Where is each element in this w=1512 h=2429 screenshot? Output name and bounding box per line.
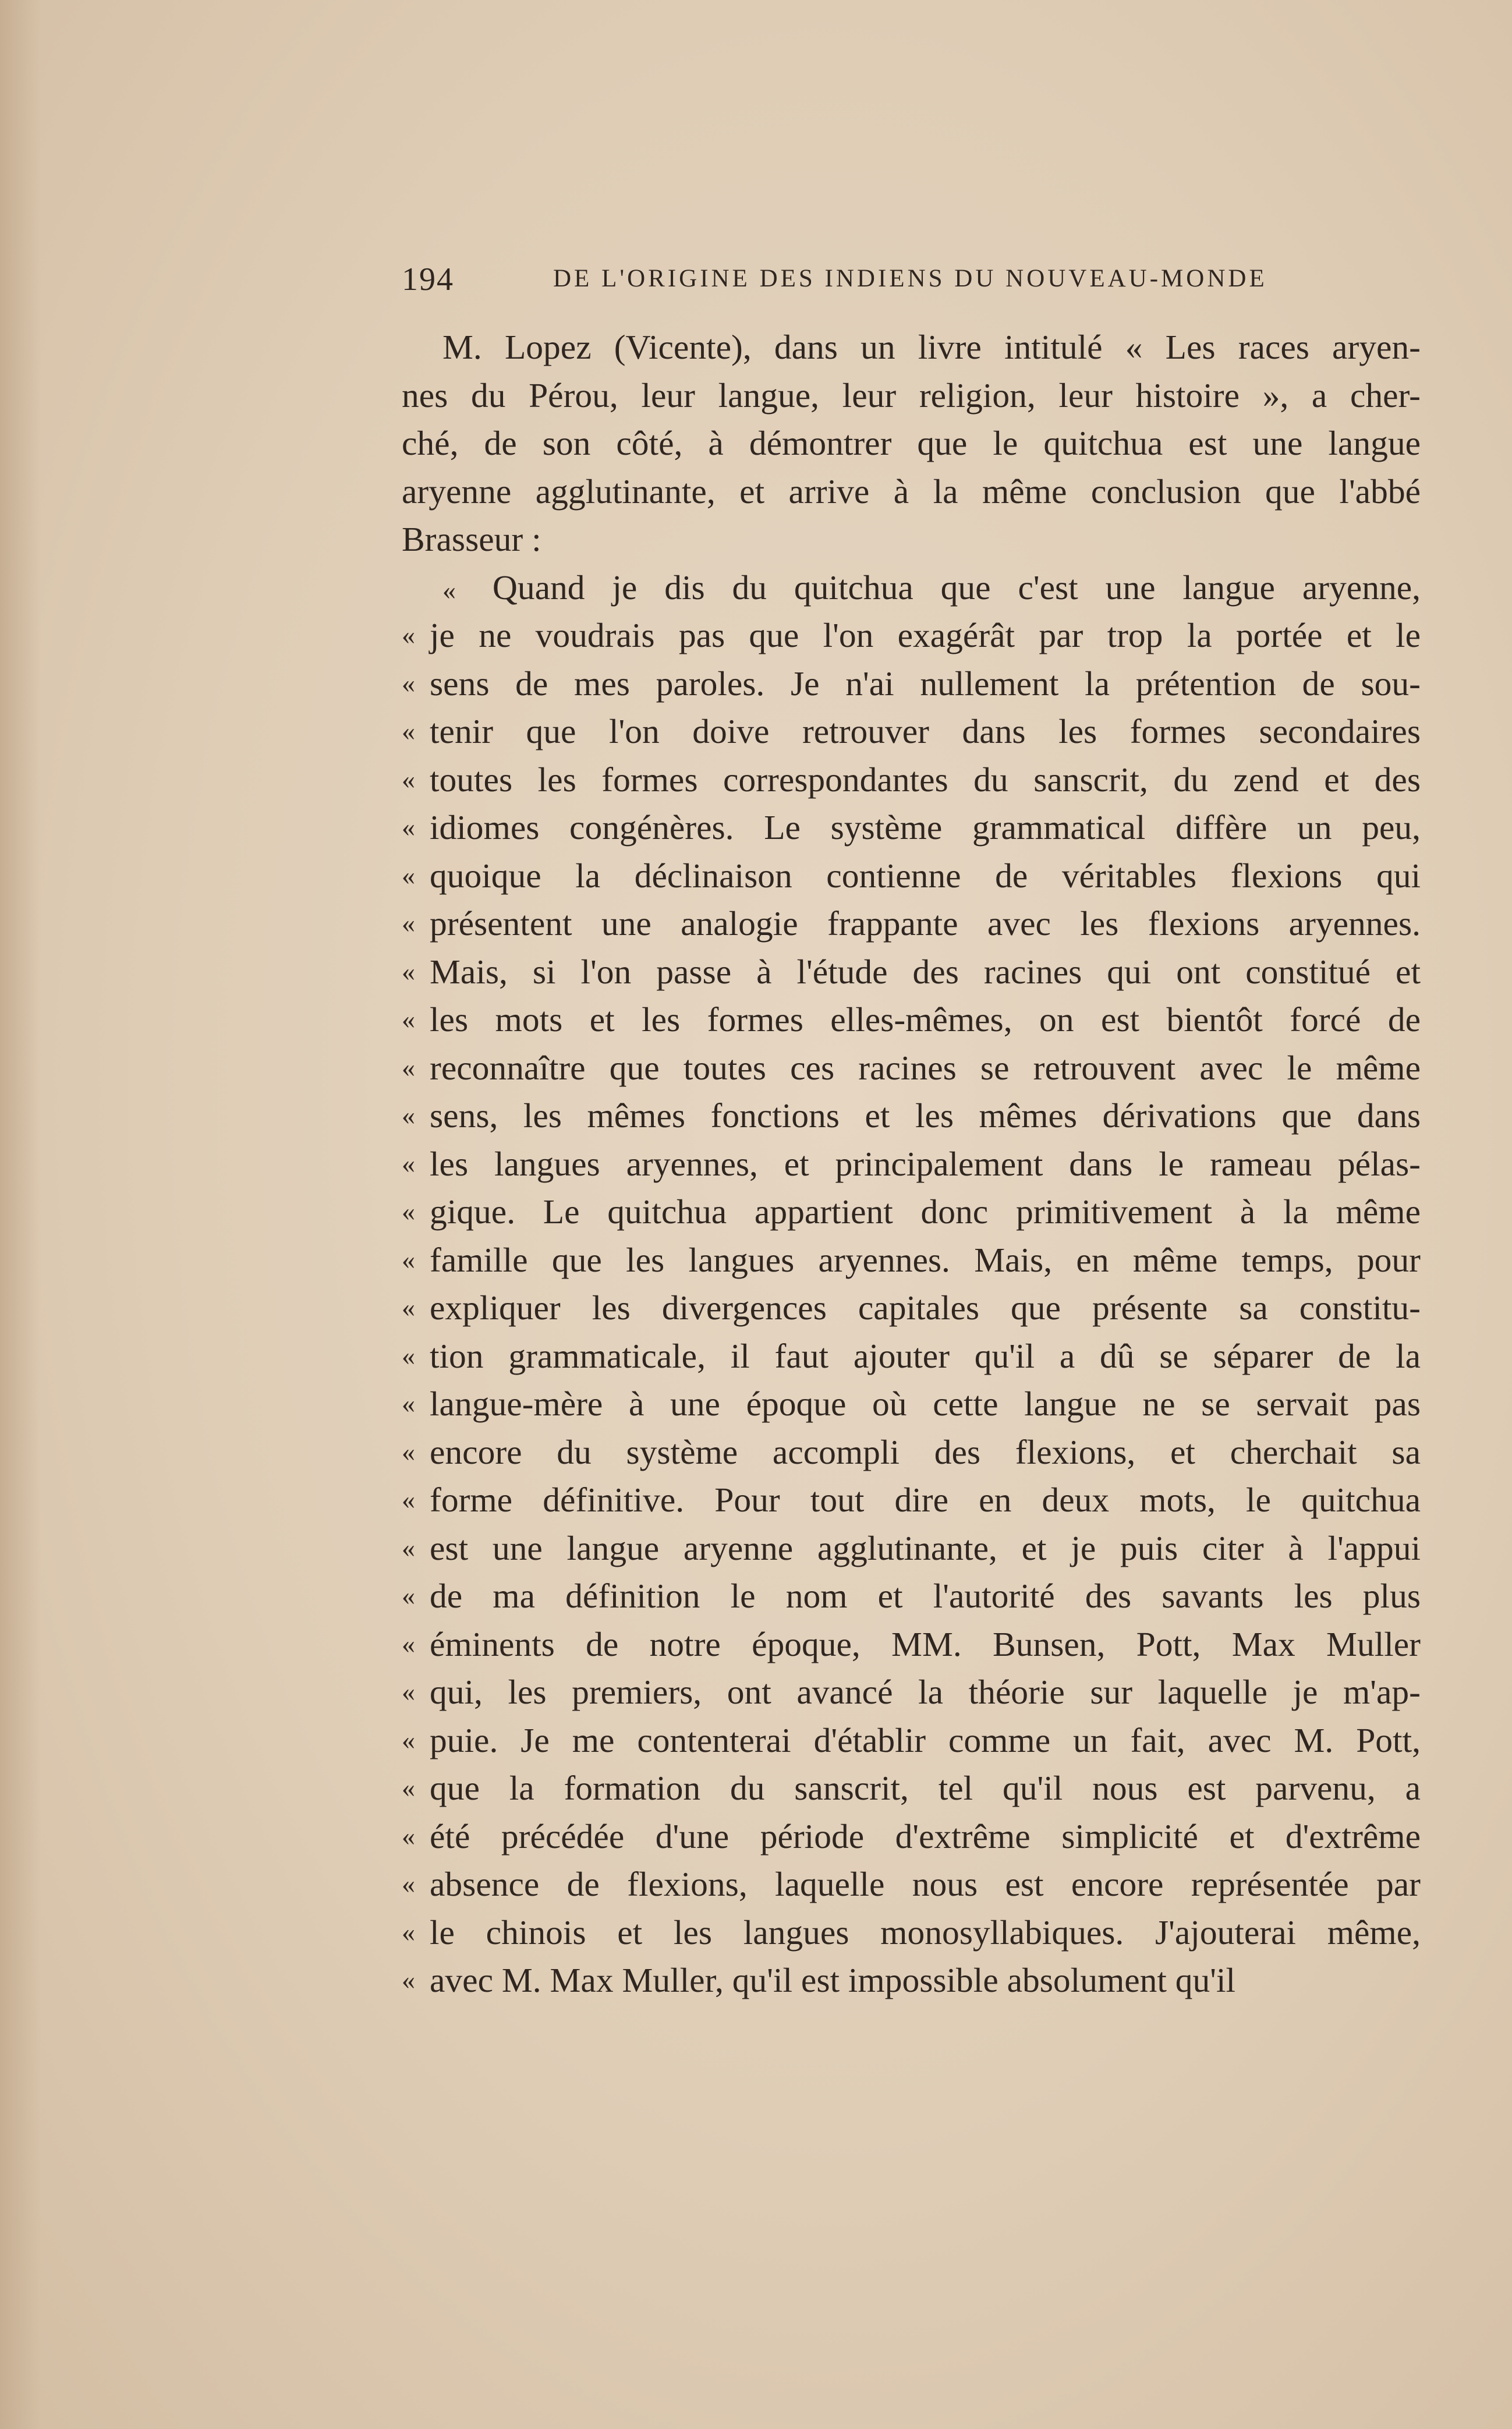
quote-text: le chinois et les langues monosyllabiques. J'ajouterai même, [430, 1913, 1421, 1952]
quote-mark: « [402, 1773, 415, 1803]
quote-text: est une langue aryenne agglutinante, et je puis citer à l'appui [430, 1528, 1421, 1567]
quote-line [402, 1956, 1421, 2005]
quote-mark: « [402, 764, 415, 794]
quote-text: qui, les premiers, ont avancé la théorie sur laquelle je m'ap- [430, 1673, 1421, 1711]
quote-mark: « [402, 1965, 415, 1995]
quote-line [402, 1332, 1421, 1380]
quote-line [402, 1860, 1421, 1908]
quote-mark: « [402, 1677, 415, 1706]
quote-mark: « [402, 812, 415, 842]
quote-line [402, 1620, 1421, 1669]
quote-text: été précédée d'une période d'extrême simplicité et d'extrême [430, 1817, 1421, 1856]
quote-line [402, 1188, 1421, 1236]
quote-mark: « [402, 1004, 415, 1034]
quote-mark: « [442, 575, 456, 605]
quote-text: les langues aryennes, et principalement dans le rameau pélas- [430, 1144, 1421, 1183]
quote-line [402, 1380, 1421, 1428]
body-text [402, 323, 1421, 2005]
paragraph-line: ché, de son côté, à démontrer que le quitchua est une langue [402, 424, 1421, 462]
quote-text: langue-mère à une époque où cette langue ne se servait pas [430, 1385, 1421, 1423]
quote-line [402, 707, 1421, 756]
quote-mark: « [402, 716, 415, 746]
quote-mark: « [402, 1917, 415, 1947]
quote-mark: « [402, 1340, 415, 1371]
quote-text: toutes les formes correspondantes du sanscrit, du zend et des [430, 760, 1421, 799]
quote-line [402, 1428, 1421, 1476]
paragraph-line: M. Lopez (Vicente), dans un livre intitulé « Les races aryen- [442, 328, 1421, 366]
quote-line [402, 996, 1421, 1044]
quote-line [402, 1524, 1421, 1573]
quote-line [402, 660, 1421, 708]
quote-text: famille que les langues aryennes. Mais, en même temps, pour [430, 1240, 1421, 1279]
page-number: 194 [402, 261, 454, 298]
quote-text: tion grammaticale, il faut ajouter qu'il a dû se séparer de la [430, 1336, 1421, 1375]
quote-line [402, 611, 1421, 660]
quote-line [402, 803, 1421, 852]
quote-line [402, 1140, 1421, 1188]
quote-mark: « [402, 1052, 415, 1082]
quote-mark: « [402, 1532, 415, 1563]
paragraph-line: aryenne agglutinante, et arrive à la même conclusion que l'abbé [402, 472, 1421, 511]
quote-line [402, 1284, 1421, 1332]
quote-line [402, 1572, 1421, 1620]
quote-mark: « [402, 1436, 415, 1467]
quote-text: quoique la déclinaison contienne de véritables flexions qui [430, 856, 1421, 895]
quote-line-first [402, 564, 1421, 612]
quote-mark: « [402, 1485, 415, 1514]
quote-mark: « [402, 668, 415, 698]
quote-mark: « [402, 908, 415, 938]
quote-text: Quand je dis du quitchua que c'est une langue aryenne, [492, 568, 1421, 607]
quote-block [402, 611, 1421, 2005]
quote-text: idiomes congénères. Le système grammatical diffère un peu, [430, 808, 1421, 847]
quote-mark: « [402, 1389, 415, 1418]
quote-line [402, 1812, 1421, 1861]
quote-mark: « [402, 1244, 415, 1274]
quote-mark: « [402, 1628, 415, 1659]
running-head: DE L'ORIGINE DES INDIENS DU NOUVEAU-MONDE [553, 265, 1267, 292]
quote-text: avec M. Max Muller, qu'il est impossible absolument qu'il [430, 1961, 1236, 1999]
quote-line [402, 1764, 1421, 1812]
paragraph-line: Brasseur : [402, 520, 541, 558]
quote-line [402, 1908, 1421, 1957]
quote-mark: « [402, 1581, 415, 1610]
quote-text: de ma définition le nom et l'autorité des savants les plus [430, 1577, 1421, 1615]
quote-line [402, 1236, 1421, 1284]
quote-mark: « [402, 956, 415, 986]
quote-text: encore du système accompli des flexions, et cherchait sa [430, 1432, 1421, 1471]
quote-text: puie. Je me contenterai d'établir comme un fait, avec M. Pott, [430, 1720, 1421, 1759]
quote-text: Mais, si l'on passe à l'étude des racines qui ont constitué et [430, 952, 1421, 991]
quote-line [402, 852, 1421, 900]
quote-text: reconnaître que toutes ces racines se retrouvent avec le même [430, 1048, 1421, 1087]
paragraph-line: nes du Pérou, leur langue, leur religion, leur histoire », a cher- [402, 376, 1421, 415]
page-edge-shadow [0, 0, 41, 2429]
quote-mark: « [402, 1869, 415, 1899]
quote-line [402, 1716, 1421, 1765]
quote-mark: « [402, 1100, 415, 1130]
quote-mark: « [402, 1148, 415, 1178]
quote-line [402, 900, 1421, 948]
quote-text: absence de flexions, laquelle nous est encore représentée par [430, 1865, 1421, 1903]
quote-line [402, 1668, 1421, 1716]
page-header [402, 261, 1421, 307]
quote-text: présentent une analogie frappante avec les flexions aryennes. [430, 904, 1421, 943]
quote-text: que la formation du sanscrit, tel qu'il nous est parvenu, a [430, 1769, 1421, 1807]
quote-text: expliquer les divergences capitales que présente sa constitu- [430, 1288, 1421, 1327]
quote-mark: « [402, 1293, 415, 1322]
quote-mark: « [402, 860, 415, 890]
quote-text: sens de mes paroles. Je n'ai nullement la prétention de sou- [430, 664, 1421, 703]
quote-mark: « [402, 1196, 415, 1226]
quote-text: je ne voudrais pas que l'on exagérât par trop la portée et le [430, 616, 1421, 654]
quote-text: tenir que l'on doive retrouver dans les formes secondaires [430, 712, 1421, 750]
quote-text: les mots et les formes elles-mêmes, on est bientôt forcé de [430, 1000, 1421, 1039]
quote-line [402, 1476, 1421, 1524]
quote-line [402, 1092, 1421, 1140]
quote-line [402, 756, 1421, 804]
quote-mark: « [402, 1725, 415, 1755]
quote-mark: « [402, 1821, 415, 1851]
quote-line [402, 1044, 1421, 1092]
quote-text: éminents de notre époque, MM. Bunsen, Pott, Max Muller [430, 1624, 1421, 1663]
quote-mark: « [402, 620, 415, 650]
quote-text: sens, les mêmes fonctions et les mêmes dérivations que dans [430, 1096, 1421, 1135]
quote-text: gique. Le quitchua appartient donc primitivement à la même [430, 1192, 1421, 1231]
quote-text: forme définitive. Pour tout dire en deux mots, le quitchua [430, 1481, 1421, 1519]
quote-line [402, 948, 1421, 996]
